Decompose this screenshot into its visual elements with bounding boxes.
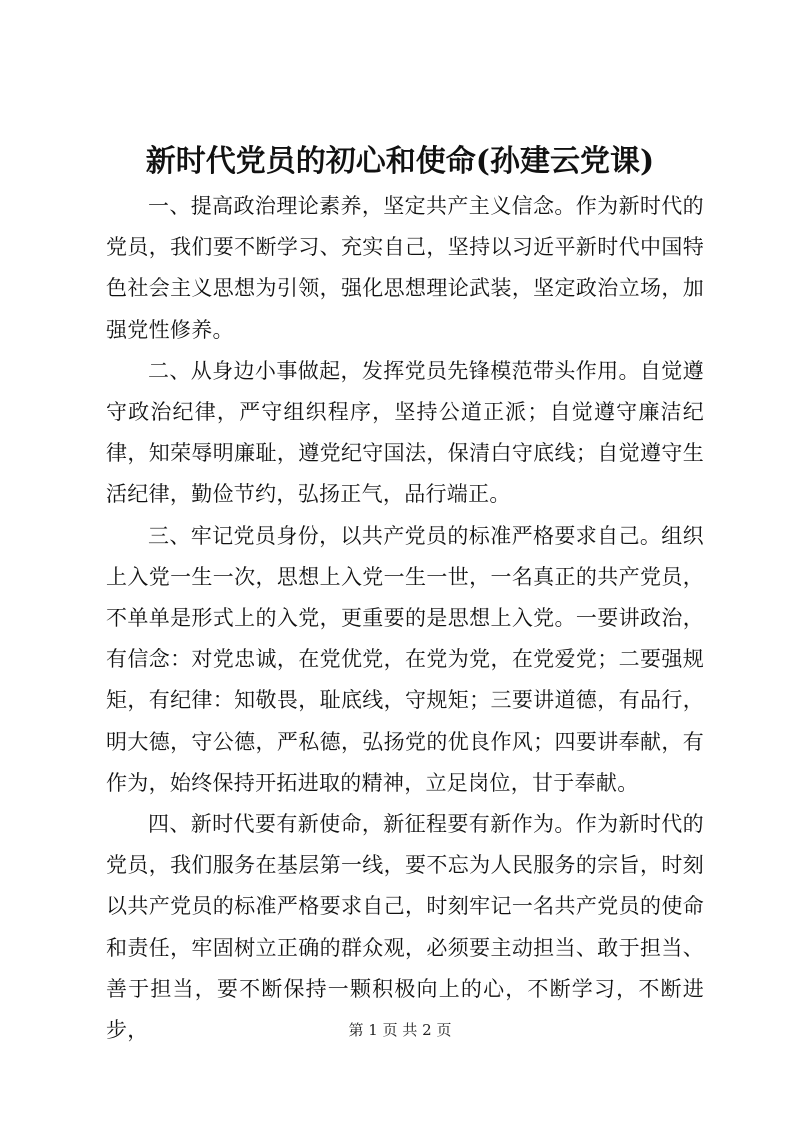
document-title: 新时代党员的初心和使命(孙建云党课) bbox=[145, 144, 655, 179]
page-number-footer: 第 1 页 共 2 页 bbox=[348, 1021, 452, 1039]
paragraph-3: 三、牢记党员身份，以共产党员的标准严格要求自己。组织上入党一生一次，思想上入党一生一世，一名真正的共产党员，不单单是形式上的入党，更重要的是思想上入党。一要讲政治，有信念：对党忠诚，在党优党，在党为党，在党爱党；二要强规矩，有纪律：知敬畏，耻底线，守规矩；三要讲道德，有品行，明大德，守公德，严私德，弘扬党的优良作风；四要讲奉献，有作为，始终保持开拓进取的精神，立足岗位，甘于奉献。 bbox=[106, 523, 704, 795]
document-body bbox=[106, 186, 704, 1051]
paragraph-2: 二、从身边小事做起，发挥党员先锋模范带头作用。自觉遵守政治纪律，严守组织程序，坚持公道正派；自觉遵守廉洁纪律，知荣辱明廉耻，遵党纪守国法，保清白守底线；自觉遵守生活纪律，勤俭节约，弘扬正气，品行端正。 bbox=[106, 358, 704, 507]
paragraph-4: 四、新时代要有新使命，新征程要有新作为。作为新时代的党员，我们服务在基层第一线，要不忘为人民服务的宗旨，时刻以共产党员的标准严格要求自己，时刻牢记一名共产党员的使命和责任，牢固树立正确的群众观，必须要主动担当、敢于担当、善于担当，要不断保持一颗积极向上的心，不断学习，不断进步， bbox=[106, 812, 704, 1043]
paragraph-1: 一、提高政治理论素养，坚定共产主义信念。作为新时代的党员，我们要不断学习、充实自己，坚持以习近平新时代中国特色社会主义思想为引领，强化思想理论武装，坚定政治立场，加强党性修养。 bbox=[106, 194, 704, 342]
